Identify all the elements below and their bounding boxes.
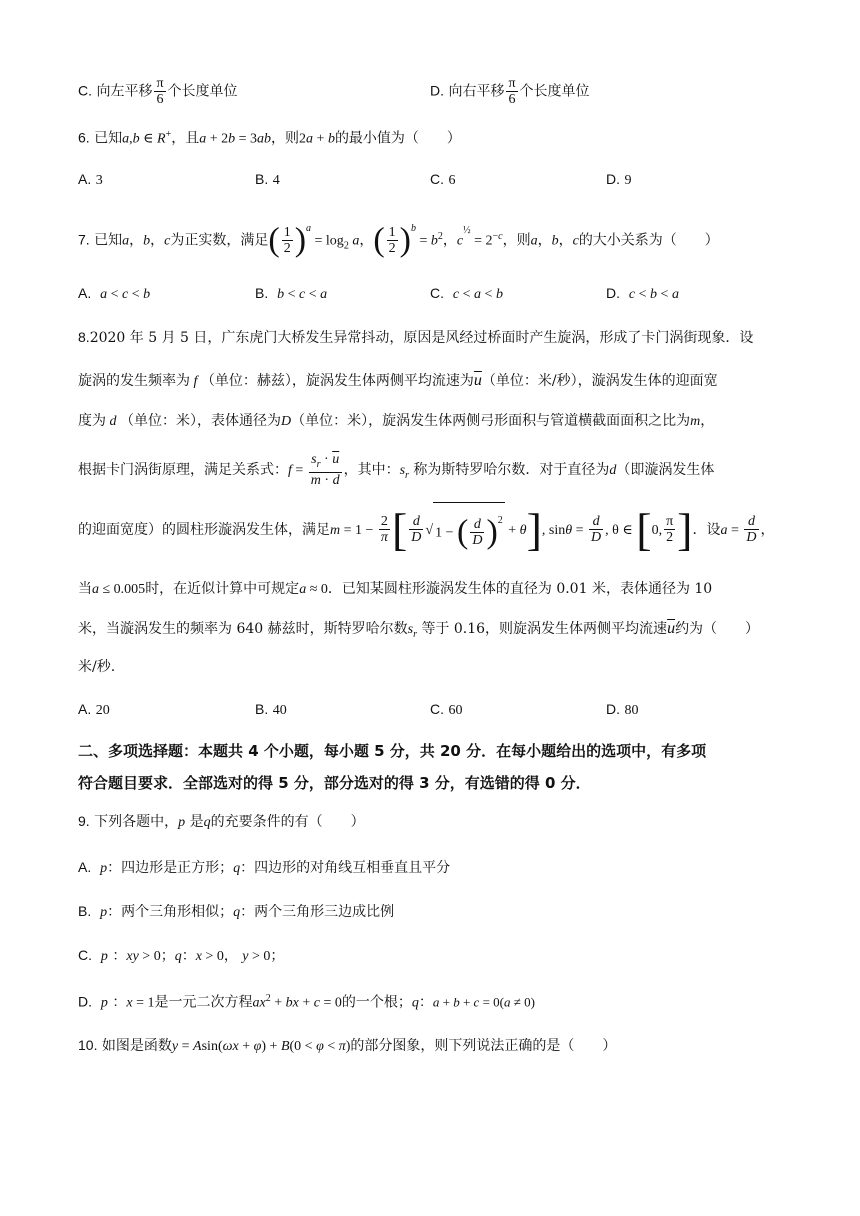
question-number: 10.: [78, 1037, 98, 1053]
question-text: 的大小关系为（ ）: [578, 232, 719, 249]
option-text: ：两个三角形三边成比例: [240, 904, 395, 920]
q6-option-c: C. 6: [430, 171, 456, 188]
question-text: ，且: [171, 130, 200, 147]
option-text: ：四边形是正方形；: [107, 860, 234, 876]
option-text: 向右平移: [448, 83, 505, 100]
question-text: 2020 年 5 月 5 日，广东虎门大桥发生异常抖动，原因是风经过桥面时产生旋涡，形成了卡门涡街现象．设: [89, 330, 754, 346]
question-text: （单位：米/秒），漩涡发生体的迎面宽: [481, 373, 718, 389]
option-text: 个长度单位: [519, 83, 590, 100]
question-text: ，则: [271, 130, 300, 147]
question-text: 的充要条件的有（ ）: [210, 814, 365, 830]
question-text: （单位：米），旋涡发生体两侧弓形面积与管道横截面面积之比为: [291, 413, 691, 429]
option-text: 向左平移: [96, 83, 153, 100]
question-text: 等于 0.16，则旋涡发生体两侧平均流速: [421, 621, 668, 637]
question-number: 7.: [78, 231, 90, 248]
q9-option-b: B. p：两个三角形相似；q：两个三角形三边成比例: [78, 903, 395, 920]
question-text: ．已知某圆柱形漩涡发生体的直径为 0.01 米，表体通径为 10: [327, 581, 713, 597]
question-text: 度为: [78, 413, 106, 429]
question-8-line-5: 的迎面宽度）的圆柱形漩涡发生体，满足m = 1 − $\frac{2}{\pi}$ [ $\frac{d}{D}$ √ 1 − ( $\frac{d}{D}$ )$^2$ + θ], sinθ = $\frac{d}{D}$ , θ ∈ [0, $\frac{\pi}{2}$ ]．设a = $\frac{d}{D}$ ，: [78, 502, 775, 558]
option-text: 的一个根；: [341, 994, 412, 1011]
question-8-line-4: 根据卡门涡街原理，满足关系式：f = $\frac{s_r \cdot \overline{u}}{m \cdot d}$ ，其中：$s_r$ 称为斯特罗哈尔数．对于直径为d（即漩涡发生体: [78, 452, 715, 488]
question-text: 的最小值为（ ）: [334, 130, 461, 147]
q5-option-d: [430, 76, 590, 107]
question-text: 当: [78, 581, 92, 597]
option-label: C.: [78, 82, 92, 99]
option-text: 是一元二次方程: [154, 994, 253, 1011]
q6-option-a: A. 3: [78, 171, 103, 188]
question-text: 是: [189, 814, 204, 830]
question-text: 的迎面宽度）的圆柱形漩涡发生体，满足: [78, 521, 330, 538]
fraction: $\frac{\pi}{6}$: [508, 76, 516, 107]
question-8-line-8: [78, 656, 115, 678]
question-text: 已知: [94, 232, 123, 249]
q6-option-b: B. 4: [255, 171, 280, 188]
q9-option-c: C. p ：xy > 0；q：x > 0， y > 0；: [78, 947, 285, 964]
q5-option-c: [78, 76, 238, 107]
question-text: 已知: [94, 130, 123, 147]
option-label: C.: [78, 947, 92, 963]
question-9: 9. 下列各题中，p 是q的充要条件的有（ ）: [78, 813, 365, 830]
question-number: 8.: [78, 329, 90, 345]
question-text: 米/秒.: [78, 659, 116, 675]
question-8-line-6: 当a ≤ 0.005时，在近似计算中可规定a ≈ 0．已知某圆柱形漩涡发生体的直径为 0.01 米，表体通径为 10: [78, 581, 713, 597]
question-text: ，则: [502, 232, 531, 249]
q7-option-d: D. c < b < a: [606, 285, 679, 302]
question-6: 6. 已知a,b ∈ R+，且a + 2b = 3ab，则2a + b的最小值为（ ）: [78, 129, 461, 147]
question-8-line-3: 度为 d （单位：米），表体通径为D（单位：米），旋涡发生体两侧弓形面积与管道横截面面积之比为m，: [78, 413, 715, 429]
option-label: A.: [78, 859, 92, 875]
question-text: ．设: [692, 521, 721, 538]
question-7: 7. 已知a，b，c为正实数，满足( $\frac{1}{2}$ )$^a = \log_2 a$，( $\frac{1}{2}$ )$^b = b^2$，$c^{\frac{1}{2}} = 2^{-c}$，则a，b，c的大小关系为（ ）: [78, 221, 719, 259]
question-text: （即漩涡发生体: [616, 462, 715, 478]
q6-option-d: D. 9: [606, 171, 632, 188]
option-text: 个长度单位: [167, 83, 238, 100]
q7-option-c: C. c < a < b: [430, 285, 503, 302]
q9-option-a: A. p：四边形是正方形；q：四边形的对角线互相垂直且平分: [78, 859, 451, 876]
section-heading-line-2: 符合题目要求．全部选对的得 5 分，部分选对的得 3 分，有选错的得 0 分．: [78, 774, 591, 792]
question-text: 的部分图象，则下列说法正确的是（ ）: [350, 1038, 617, 1054]
question-number: 6.: [78, 129, 90, 146]
option-label: B.: [78, 903, 92, 919]
q8-option-a: A. 20: [78, 701, 110, 718]
question-number: 9.: [78, 813, 90, 829]
question-text: 时，在近似计算中可规定: [145, 581, 300, 597]
question-text: 如图是函数: [101, 1038, 172, 1054]
question-8-line-2: 旋涡的发生频率为 f （单位：赫兹），旋涡发生体两侧平均流速为$\overline{u}$（单位：米/秒），漩涡发生体的迎面宽: [78, 372, 718, 389]
section-heading-line-1: 二、多项选择题：本题共 4 个小题，每小题 5 分，共 20 分．在每小题给出的选项中，有多项: [78, 742, 707, 760]
q7-option-b: B. b < c < a: [255, 285, 328, 302]
option-label: D.: [78, 993, 92, 1010]
q8-option-d: D. 80: [606, 701, 639, 718]
question-text: 旋涡的发生频率为: [78, 373, 190, 389]
q7-option-a: A. a < c < b: [78, 285, 151, 302]
question-10: 10. 如图是函数y = Asin(ωx + φ) + B(0 < φ < π)的部分图象，则下列说法正确的是（ ）: [78, 1037, 617, 1054]
question-text: 根据卡门涡街原理，满足关系式：: [78, 462, 288, 478]
question-text: 为正实数，满足: [170, 232, 269, 249]
option-text: ：两个三角形相似；: [107, 904, 234, 920]
question-text: （单位：米），表体通径为: [120, 413, 281, 429]
q8-option-b: B. 40: [255, 701, 287, 718]
question-text: 米，当漩涡发生的频率为 640 赫兹时，斯特罗哈尔数: [78, 621, 408, 637]
question-text: 约为（ ）: [675, 621, 760, 637]
question-text: 下列各题中，: [94, 814, 179, 830]
question-8-line-1: [78, 326, 753, 349]
question-text: （单位：赫兹），旋涡发生体两侧平均流速为: [200, 373, 474, 389]
q9-option-d: D. p ：x = 1是一元二次方程$ax^2$ + bx + c = 0的一个根；q：a + b + c = 0(a ≠ 0): [78, 993, 535, 1011]
question-text: ，其中：: [343, 462, 400, 478]
question-text: 称为斯特罗哈尔数．对于直径为: [413, 462, 610, 478]
option-label: D.: [430, 82, 444, 99]
q8-option-c: C. 60: [430, 701, 463, 718]
fraction: $\frac{\pi}{6}$: [156, 76, 164, 107]
question-8-line-7: 米，当漩涡发生的频率为 640 赫兹时，斯特罗哈尔数$s_r$ 等于 0.16，则旋涡发生体两侧平均流速$\overline{u}$约为（ ）: [78, 620, 760, 640]
option-text: ：四边形的对角线互相垂直且平分: [240, 860, 451, 876]
